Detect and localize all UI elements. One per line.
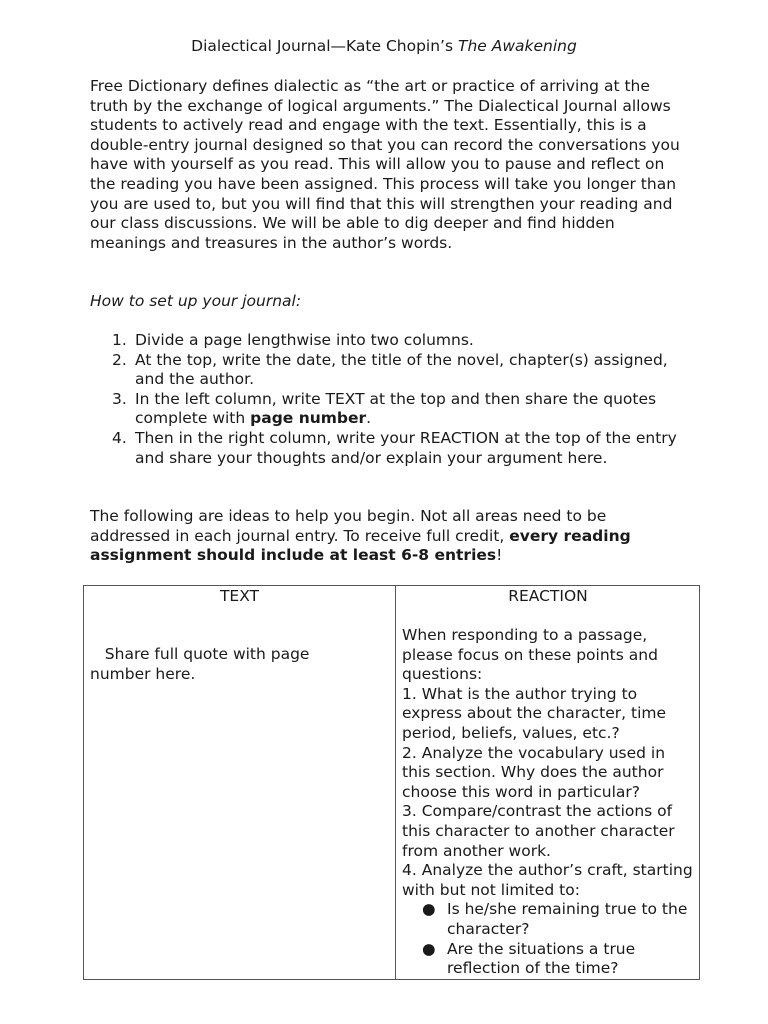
text-column-header: TEXT [219, 587, 260, 605]
setup-steps-list [90, 331, 680, 468]
bullet-dot-icon: ● [422, 900, 436, 919]
setup-step [90, 331, 680, 351]
step-text: In the left column, write TEXT at the top and then share the quotes complete with [135, 389, 657, 428]
craft-bullet-list [402, 900, 698, 978]
reaction-point: 3. Compare/contrast the actions of this character to another character from another work. [402, 802, 675, 860]
reaction-point: 1. What is the author trying to express about the character, time period, beliefs, values, etc.? [402, 684, 667, 742]
reaction-point: 4. Analyze the author’s craft, starting with but not limited to: [402, 861, 693, 899]
setup-step [90, 390, 680, 429]
text-column [84, 586, 395, 979]
ideas-end: ! [496, 546, 503, 565]
craft-bullet [402, 900, 698, 939]
step-text: At the top, write the date, the title of the novel, chapter(s) assigned, and the author. [135, 350, 668, 389]
step-number: 2. [112, 350, 127, 369]
step-text: Divide a page lengthwise into two columns. [135, 331, 474, 349]
reaction-column-header: REACTION [508, 587, 588, 605]
ideas-paragraph [90, 507, 690, 566]
craft-bullet [402, 940, 698, 979]
reaction-column [396, 586, 700, 979]
reaction-column-body [402, 626, 698, 979]
intro-paragraph: Free Dictionary defines dialectic as “the art or practice of arriving at the truth by the exchange of logical arguments.” The Dialectical Journal allows students to actively read and engage with the text. Essentially, this is a double-entry journal designed so that you can record the conversations you have with yourself as you read. This will allow you to pause and reflect on the reading you have been assigned. This process will take you longer than you are used to, but you will find that this will strengthen your reading and our class discussions. We will be able to dig deeper and find hidden meanings and treasures in the author’s words. [90, 77, 680, 252]
journal-table [83, 585, 700, 980]
craft-bullet-text: Are the situations a true reflection of the time? [447, 939, 636, 978]
craft-bullet-text: Is he/she remaining true to the character? [447, 900, 688, 938]
step-number: 3. [112, 389, 127, 408]
step-text-end: . [366, 409, 372, 428]
reaction-point: 2. Analyze the vocabulary used in this section. Why does the author choose this word in particular? [402, 743, 666, 801]
setup-heading: How to set up your journal: [90, 292, 302, 310]
title-book-name: The Awakening [457, 37, 577, 55]
text-column-body: Share full quote with page number here. [90, 645, 315, 683]
ideas-requirement: every reading assignment should include at least 6-8 entries [90, 526, 631, 565]
step-text: Then in the right column, write your REACTION at the top of the entry and share your thoughts and/or explain your argument here. [135, 428, 677, 467]
ideas-text: The following are ideas to help you begin. Not all areas need to be addressed in each journal entry. To receive full credit, [90, 507, 607, 545]
step-text-bold: page number [250, 409, 367, 428]
setup-step [90, 429, 680, 468]
title-main: Dialectical Journal—Kate Chopin’s [191, 37, 458, 55]
step-number: 4. [112, 428, 127, 447]
step-number: 1. [112, 331, 127, 349]
reaction-intro: When responding to a passage, please focus on these points and questions: [402, 626, 658, 684]
page-title [0, 37, 768, 57]
setup-step [90, 351, 680, 390]
bullet-dot-icon: ● [422, 939, 436, 958]
